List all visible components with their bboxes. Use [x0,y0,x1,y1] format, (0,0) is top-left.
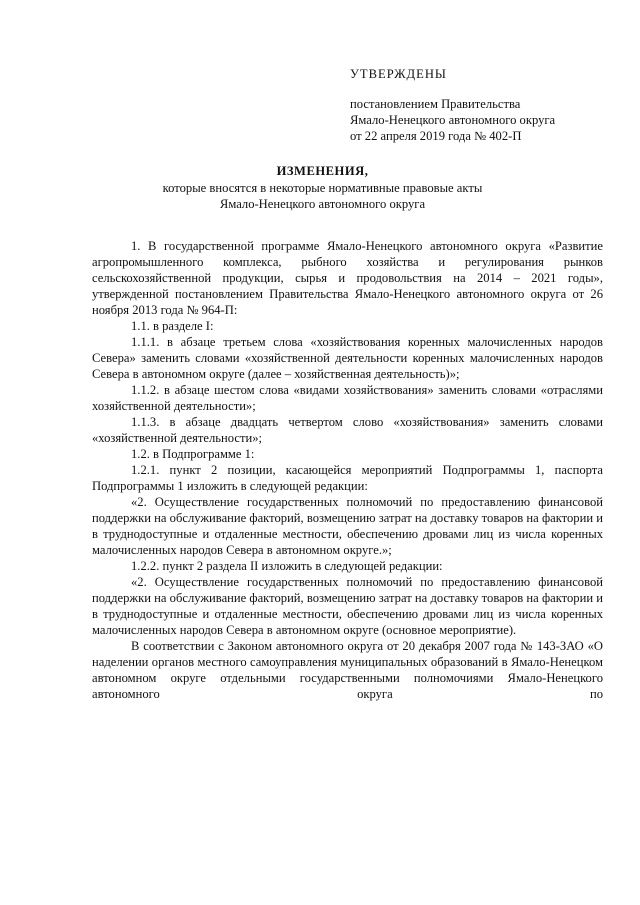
paragraph: 1.1.2. в абзаце шестом слова «видами хозяйствования» заменить словами «отраслями хозяйственной деятельности»; [92,383,603,413]
approval-line: Ямало-Ненецкого автономного округа [350,113,556,127]
paragraph: «2. Осуществление государственных полномочий по предоставлению финансовой поддержки на обслуживание факторий, возмещению затрат на доставку товаров на фактории и в труднодоступные и отдаленные местности, обеспечению дровами лиц из числа коренных малочисленных народов Севера в автономном округе (основное мероприятие). [92,575,603,637]
paragraph: 1.1.3. в абзаце двадцать четвертом слово «хозяйствования» заменить словами «хозяйственной деятельности»; [92,415,603,445]
document-body [92,238,603,702]
document-subtitle: которые вносятся в некоторые нормативные правовые акты [162,181,483,195]
paragraph: 1.2.2. пункт 2 раздела II изложить в следующей редакции: [131,559,443,573]
document-title-block [90,163,555,212]
document-title: ИЗМЕНЕНИЯ, [276,164,369,178]
approval-line: постановлением Правительства [350,97,521,111]
paragraph: 1. В государственной программе Ямало-Ненецкого автономного округа «Развитие агропромышленного комплекса, рыбного хозяйства и регулирования рынков сельскохозяйственной продукции, сырья и продовольствия на 2014 – 2021 годы», утвержденной постановлением Правительства Ямало-Ненецкого автономного округа от 26 ноября 2013 года № 964-П: [92,239,603,317]
approval-heading: УТВЕРЖДЕНЫ [350,67,447,81]
approval-line: от 22 апреля 2019 года № 402-П [350,129,522,143]
paragraph: В соответствии с Законом автономного округа от 20 декабря 2007 года № 143-ЗАО «О наделении органов местного самоуправления муниципальных образований в Ямало-Ненецком автономном округе отдельными государственными полномочиями Ямало-Ненецкого автономного округа по [92,639,603,701]
paragraph: «2. Осуществление государственных полномочий по предоставлению финансовой поддержки на обслуживание факторий, возмещению затрат на доставку товаров на фактории и в труднодоступные и отдаленные местности, обеспечению дровами лиц из числа коренных малочисленных народов Севера в автономном округе.»; [92,495,603,557]
paragraph: 1.1. в разделе I: [131,319,214,333]
paragraph: 1.2. в Подпрограмме 1: [131,447,255,461]
paragraph: 1.2.1. пункт 2 позиции, касающейся мероприятий Подпрограммы 1, паспорта Подпрограммы 1 изложить в следующей редакции: [92,463,603,493]
document-subtitle: Ямало-Ненецкого автономного округа [219,197,426,211]
paragraph: 1.1.1. в абзаце третьем слова «хозяйствования коренных малочисленных народов Севера» заменить словами «хозяйственной деятельности коренных малочисленных народов Севера в автономном округе (далее – хозяйственная деятельность)»; [92,335,603,381]
approval-block [350,66,610,144]
